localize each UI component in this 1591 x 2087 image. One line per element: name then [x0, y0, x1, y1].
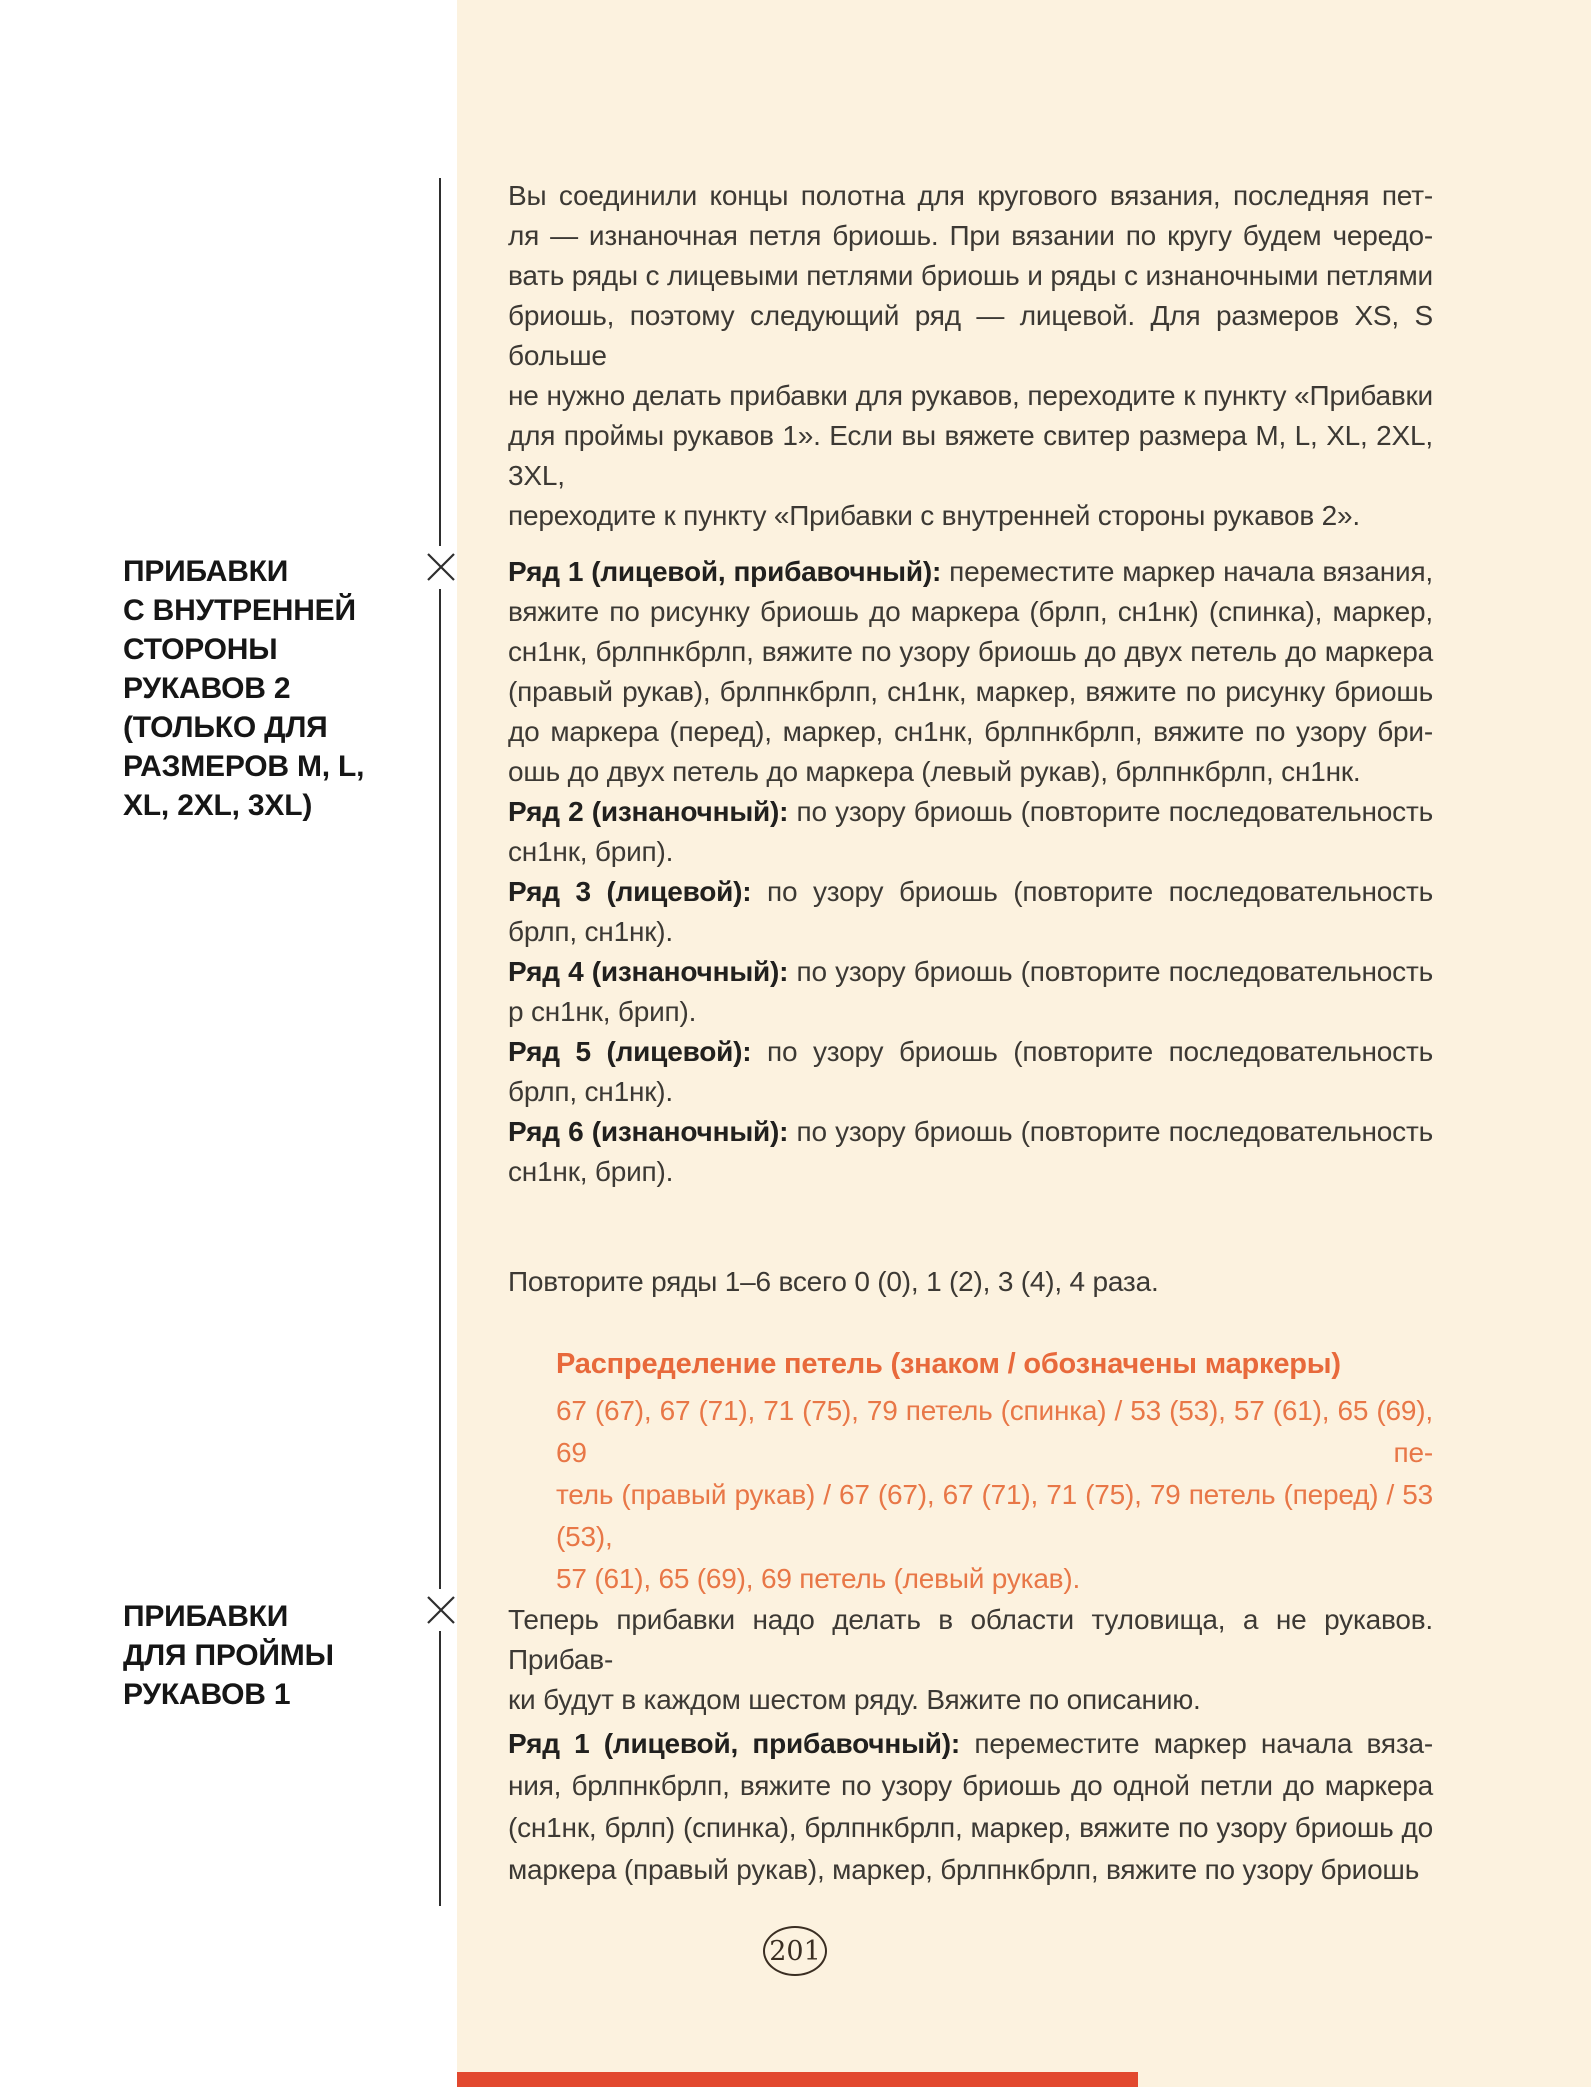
- stitch-distribution-heading: Распределение петель (знаком / обозначены маркеры): [556, 1348, 1341, 1380]
- armhole-intro-paragraph: Теперь прибавки надо делать в области туловища, а не рукавов. Прибав- ки будут в каждом шестом ряду. Вяжите по описанию.: [508, 1604, 1433, 1715]
- row-3-paragraph: Ряд 3 (лицевой): по узору бриошь (повторите последовательность брлп, сн1нк).: [508, 876, 1433, 947]
- stitch-distribution-body: 67 (67), 67 (71), 71 (75), 79 петель (спинка) / 53 (53), 57 (61), 65 (69), 69 пе- тель (правый рукав) / 67 (67), 67 (71), 71 (75), 79 петель (перед) / 53 (53), 57 (61), 65 (69), 69 петель (левый рукав).: [556, 1395, 1433, 1594]
- row-5-paragraph: Ряд 5 (лицевой): по узору бриошь (повторите последовательность брлп, сн1нк).: [508, 1036, 1433, 1107]
- margin-rule-segment: [439, 178, 441, 546]
- row-instructions-block: [508, 552, 1433, 1192]
- page-number-badge: [763, 1926, 827, 1976]
- armhole-row-1-paragraph: Ряд 1 (лицевой, прибавочный): переместите маркер начала вяза- ния, брлпнкбрлп, вяжите по узору бриошь до одной петли до маркера (сн1нк, брлп) (спинка), брлпнкбрлп, маркер, вяжите по узору бриошь до маркера (правый рукав), маркер, брлпнкбрлп, вяжите по узору бриошь: [508, 1728, 1433, 1885]
- row-2-paragraph: Ряд 2 (изнаночный): по узору бриошь (повторите последовательность сн1нк, брип).: [508, 796, 1433, 867]
- row-4-paragraph: Ряд 4 (изнаночный): по узору бриошь (повторите последовательность р сн1нк, брип).: [508, 956, 1433, 1027]
- margin-heading-inner-sleeve-increases: ПРИБАВКИ С ВНУТРЕННЕЙ СТОРОНЫ РУКАВОВ 2 (ТОЛЬКО ДЛЯ РАЗМЕРОВ M, L, XL, 2XL, 3XL): [123, 555, 365, 822]
- repeat-note: Повторите ряды 1–6 всего 0 (0), 1 (2), 3 (4), 4 раза.: [508, 1266, 1159, 1297]
- intro-paragraph: Вы соединили концы полотна для кругового вязания, последняя пет- ля — изнаночная петля бриошь. При вязании по кругу будем чередо- вать ряды с лицевыми петлями бриошь и ряды с изнаночными петлями бриошь, поэтому следующий ряд — лицевой. Для размеров XS, S больше не нужно делать прибавки для рукавов, переходите к пункту «Прибавки для проймы рукавов 1». Если вы вяжете свитер размера M, L, XL, 2XL, 3XL, переходите к пункту «Прибавки с внутренней стороны рукавов 2».: [508, 180, 1433, 531]
- row-6-paragraph: Ряд 6 (изнаночный): по узору бриошь (повторите последовательность сн1нк, брип).: [508, 1116, 1433, 1187]
- margin-heading-armhole-increases: ПРИБАВКИ ДЛЯ ПРОЙМЫ РУКАВОВ 1: [123, 1600, 334, 1711]
- row-1-paragraph: Ряд 1 (лицевой, прибавочный): переместите маркер начала вязания, вяжите по рисунку бриошь до маркера (брлп, сн1нк) (спинка), маркер, сн1нк, брлпнкбрлп, вяжите по узору бриошь до двух петель до маркера (правый рукав), брлпнкбрлп, сн1нк, маркер, вяжите по рисунку бриошь до маркера (перед), маркер, сн1нк, брлпнкбрлп, вяжите по узору бри- ошь до двух петель до маркера (левый рукав), брлпнкбрлп, сн1нк.: [508, 556, 1433, 787]
- page-number: 201: [769, 1935, 821, 1967]
- footer-accent-bar: [457, 2072, 1138, 2087]
